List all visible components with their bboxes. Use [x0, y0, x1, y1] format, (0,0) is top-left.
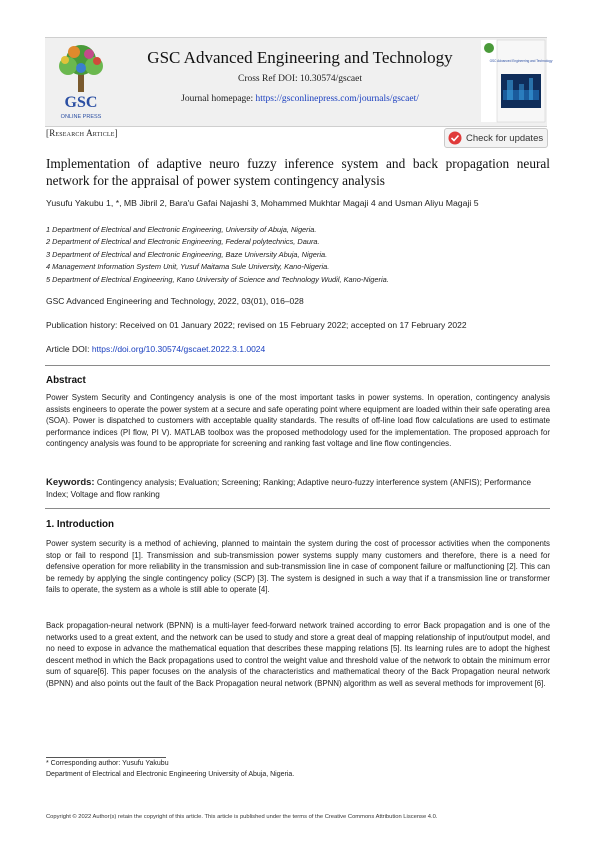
- article-title: Implementation of adaptive neuro fuzzy inference system and back propagation neural network for the appraisal of power system contingency analysis: [46, 156, 550, 188]
- abstract-heading: Abstract: [46, 375, 86, 386]
- article-type: [Research Article]: [46, 128, 118, 138]
- cover-title: GSC Advanced Engineering and Technology: [489, 59, 553, 63]
- tree-icon: [59, 45, 103, 92]
- journal-homepage: Journal homepage: https://gsconlinepress.com/journals/gscaet/: [181, 94, 419, 104]
- author-list: Yusufu Yakubu 1, *, MB Jibril 2, Bara'u Gafai Najashi 3, Mohammed Mukhtar Magaji 4 and Usman Aliyu Magaji 5: [46, 198, 479, 208]
- introduction-paragraph-2: Back propagation-neural network (BPNN) is a multi-layer feed-forward network trained according to error Back propagation and is one of the networks used to a great extent, and the network can be used to study and store a great deal of mapping relationship of input/output model, and no need to expose in advance the mathematical equation that describes these mapping relations [5]. Its learning rules are to adopt the highest descent method in which the Back propagations used to control the weight value and threshold value of the network to obtain the minimum error sum of square[6]. This paper focuses on the analysis of the characteristics and mathematical theory of the Back Propagation neural network (BPNN) and also points out the fault of the Back Propagation neural network (BPNN) algorithm as well as several methods for improvement [6].: [46, 621, 550, 688]
- keywords: [46, 477, 550, 501]
- article-doi: Article DOI: https://doi.org/10.30574/gscaet.2022.3.1.0024: [46, 344, 266, 354]
- affiliation-1: 1 Department of Electrical and Electronic Engineering, University of Abuja, Nigeria.: [46, 225, 317, 234]
- affiliations: [46, 224, 550, 286]
- publication-history: Publication history: Received on 01 January 2022; revised on 15 February 2022; accepted on 17 February 2022: [46, 320, 467, 330]
- footnote-divider: [46, 757, 166, 758]
- svg-text:GSC: GSC: [64, 94, 98, 111]
- gsc-logo: [48, 40, 114, 122]
- introduction-heading: 1. Introduction: [46, 519, 115, 530]
- introduction-paragraph-1: Power system security is a method of achieving, planned to maintain the system during the cost of processor activities when the components stop or fail to respond [1]. Transmission and sub-transmission power systems supply many customers and therefore, there is a need for defensive operation for more reliability in the transmission and sub-transmission line in case of component failure or malfunctioning [2]. This can be remedy by applying the single contingency policy (SCP) [3]. The system is designed in such a way that if a transmission line or transformer fails to operate, the system as a whole is still able to operate [4].: [46, 539, 550, 595]
- journal-title: GSC Advanced Engineering and Technology: [147, 48, 453, 67]
- corresponding-author: * Corresponding author: Yusufu Yakubu: [46, 760, 169, 767]
- crossref-doi: Cross Ref DOI: 10.30574/gscaet: [237, 74, 362, 84]
- corresponding-department: Department of Electrical and Electronic Engineering University of Abuja, Nigeria.: [46, 771, 295, 778]
- copyright-notice: Copyright © 2022 Author(s) retain the copyright of this article. This article is published under the terms of the Creative Commons Attribution Liscense 4.0.: [46, 814, 438, 820]
- affiliation-4: 4 Management Information System Unit, Yusuf Maitama Sule University, Kano-Nigeria.: [46, 262, 330, 272]
- doi-link[interactable]: https://doi.org/10.30574/gscaet.2022.3.1.0024: [91, 344, 266, 354]
- divider: [45, 365, 550, 366]
- journal-cover-image: [481, 40, 553, 122]
- abstract-text: Power System Security and Contingency analysis is one of the most important tasks in power systems. In operation, contingency analysis assists engineers to operate the power system at a secure and safe operating point where equipment are loaded within their safe operating area (SOA). Power is dispatched to customers with acceptable quality standards. The results of off-line load flow calculations are used to estimate performance indices (PI flow, PI V). MATLAB toolbox was the proposed methodology used for the implementation. The proposed approach for contingency analysis was found to be appropriate for screening and ranking fast voltage and line flow contingencies.: [46, 393, 550, 449]
- check-for-updates-label: Check for updates: [466, 132, 544, 144]
- affiliation-5: 5 Department of Electrical Engineering, Kano University of Science and Technology Wudil, Kano-Nigeria.: [46, 274, 389, 284]
- keywords-text: Contingency analysis; Evaluation; Screening; Ranking; Adaptive neuro-fuzzy interference system (ANFIS); Performance Index; Voltage and flow ranking: [46, 478, 531, 499]
- svg-text:ONLINE PRESS: ONLINE PRESS: [60, 114, 102, 120]
- journal-homepage-link[interactable]: https://gsconlinepress.com/journals/gscaet/: [255, 94, 419, 104]
- divider: [45, 508, 550, 509]
- crossmark-icon: [448, 131, 462, 145]
- affiliation-3: 3 Department of Electrical and Electronic Engineering, Baze University Abuja, Nigeria.: [46, 249, 328, 259]
- check-for-updates-button[interactable]: [444, 128, 548, 148]
- keywords-label: Keywords:: [46, 477, 95, 488]
- citation: GSC Advanced Engineering and Technology, 2022, 03(01), 016–028: [46, 296, 304, 306]
- affiliation-2: 2 Department of Electrical and Electronic Engineering, Federal polytechnics, Daura.: [46, 237, 320, 247]
